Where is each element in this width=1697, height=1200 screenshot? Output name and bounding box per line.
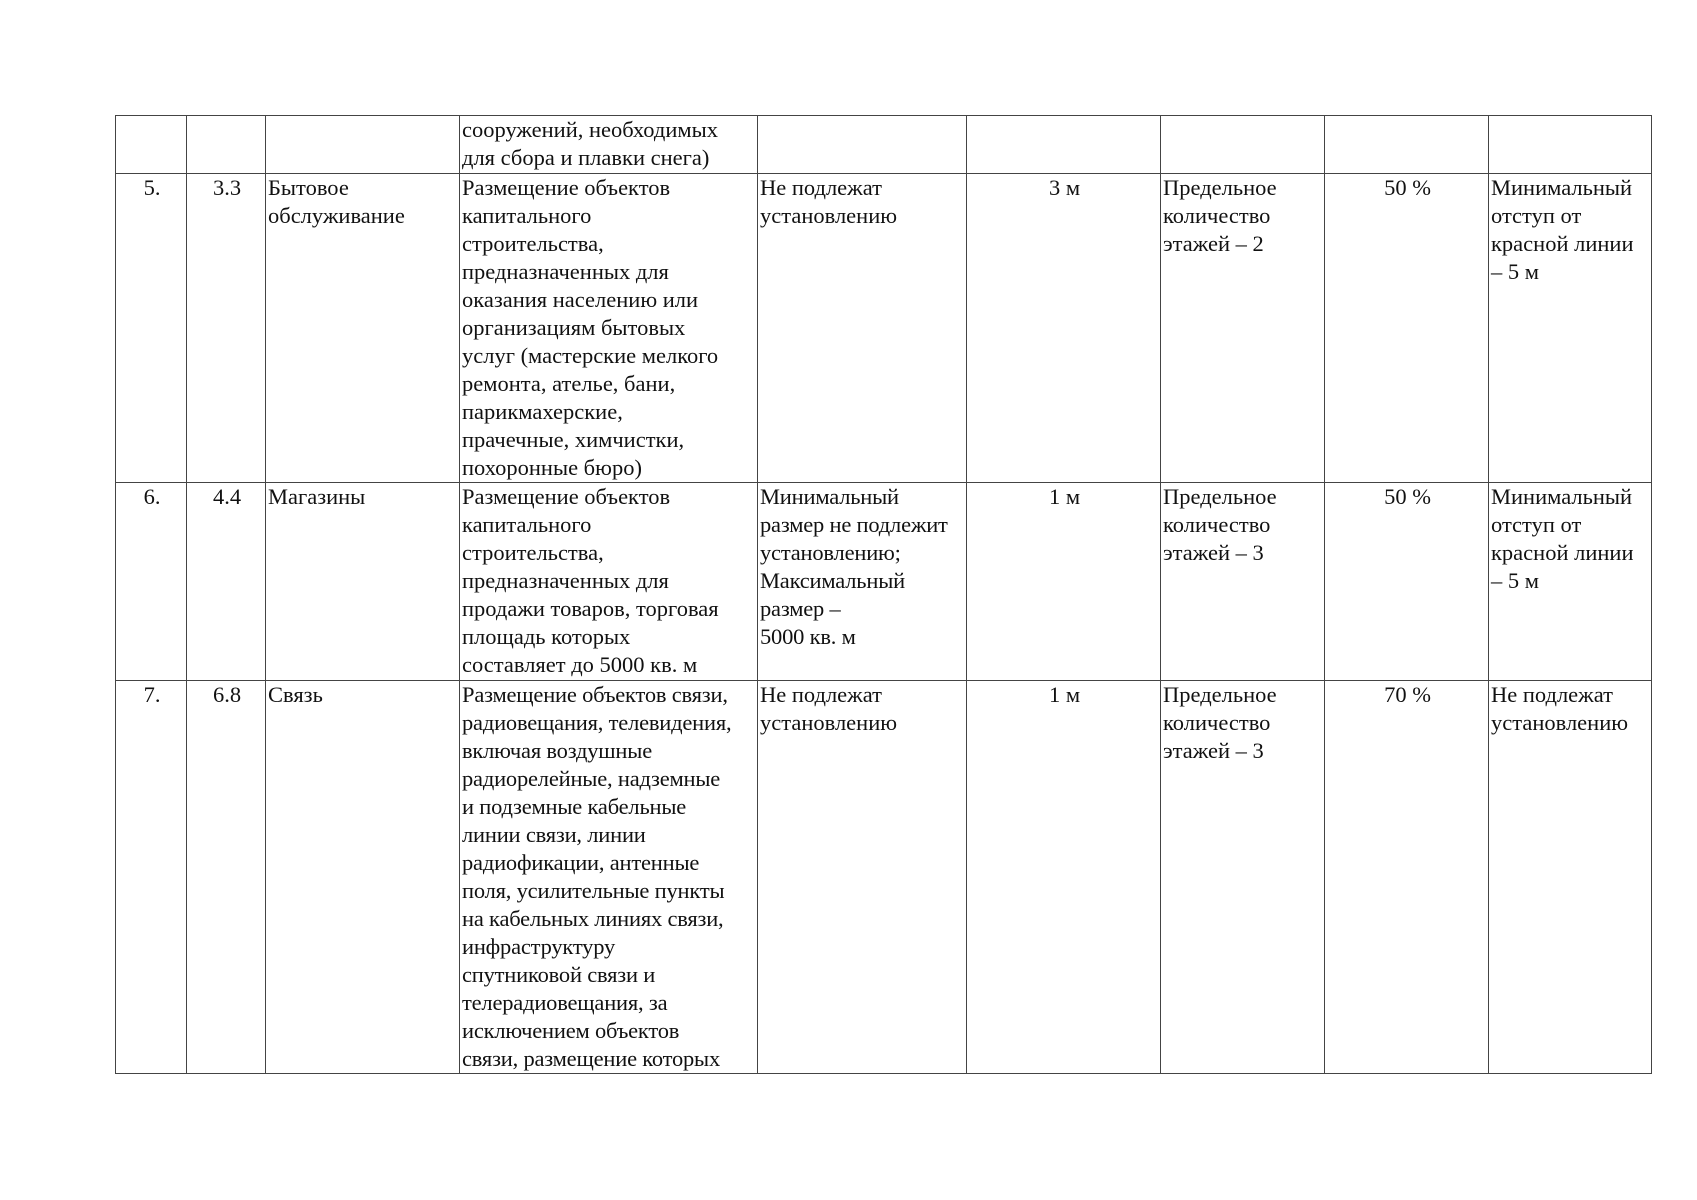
cell-other	[1489, 116, 1652, 174]
cell-num: 5.	[116, 174, 187, 483]
cell-description: Размещение объектов капитального строительства, предназначенных для оказания населению или организациям бытовых услуг (мастерские мелкого ремонта, ателье, бани, парикмахерские, прачечные, химчистки, похоронные бюро)	[460, 174, 758, 483]
cell-name: Магазины	[266, 483, 460, 681]
cell-name: Связь	[266, 681, 460, 1074]
cell-code: 6.8	[187, 681, 266, 1074]
cell-setback	[967, 116, 1161, 174]
cell-plot-size: Не подлежат установлению	[758, 174, 967, 483]
cell-name: Бытовое обслуживание	[266, 174, 460, 483]
cell-code: 4.4	[187, 483, 266, 681]
cell-other: Минимальный отступ от красной линии – 5 м	[1489, 174, 1652, 483]
regulations-table	[115, 115, 1652, 1074]
cell-floors: Предельное количество этажей – 3	[1161, 483, 1325, 681]
cell-description: Размещение объектов капитального строительства, предназначенных для продажи товаров, торговая площадь которых составляет до 5000 кв. м	[460, 483, 758, 681]
cell-code: 3.3	[187, 174, 266, 483]
cell-floors: Предельное количество этажей – 2	[1161, 174, 1325, 483]
cell-floors	[1161, 116, 1325, 174]
cell-setback: 1 м	[967, 681, 1161, 1074]
cell-num: 7.	[116, 681, 187, 1074]
table-row	[116, 483, 1652, 681]
table-row	[116, 174, 1652, 483]
cell-coverage: 50 %	[1325, 174, 1489, 483]
cell-description: сооружений, необходимых для сбора и плавки снега)	[460, 116, 758, 174]
table-row	[116, 681, 1652, 1074]
cell-coverage	[1325, 116, 1489, 174]
cell-other: Не подлежат установлению	[1489, 681, 1652, 1074]
cell-coverage: 70 %	[1325, 681, 1489, 1074]
cell-name	[266, 116, 460, 174]
cell-coverage: 50 %	[1325, 483, 1489, 681]
cell-setback: 3 м	[967, 174, 1161, 483]
cell-num: 6.	[116, 483, 187, 681]
cell-plot-size: Минимальный размер не подлежит установлению; Максимальный размер – 5000 кв. м	[758, 483, 967, 681]
cell-plot-size: Не подлежат установлению	[758, 681, 967, 1074]
cell-setback: 1 м	[967, 483, 1161, 681]
table-row-continuation	[116, 116, 1652, 174]
cell-code	[187, 116, 266, 174]
cell-description: Размещение объектов связи, радиовещания, телевидения, включая воздушные радиорелейные, надземные и подземные кабельные линии связи, линии радиофикации, антенные поля, усилительные пункты на кабельных линиях связи, инфраструктуру спутниковой связи и телерадиовещания, за исключением объектов связи, размещение которых	[460, 681, 758, 1074]
cell-other: Минимальный отступ от красной линии – 5 м	[1489, 483, 1652, 681]
cell-floors: Предельное количество этажей – 3	[1161, 681, 1325, 1074]
cell-num	[116, 116, 187, 174]
cell-plot-size	[758, 116, 967, 174]
